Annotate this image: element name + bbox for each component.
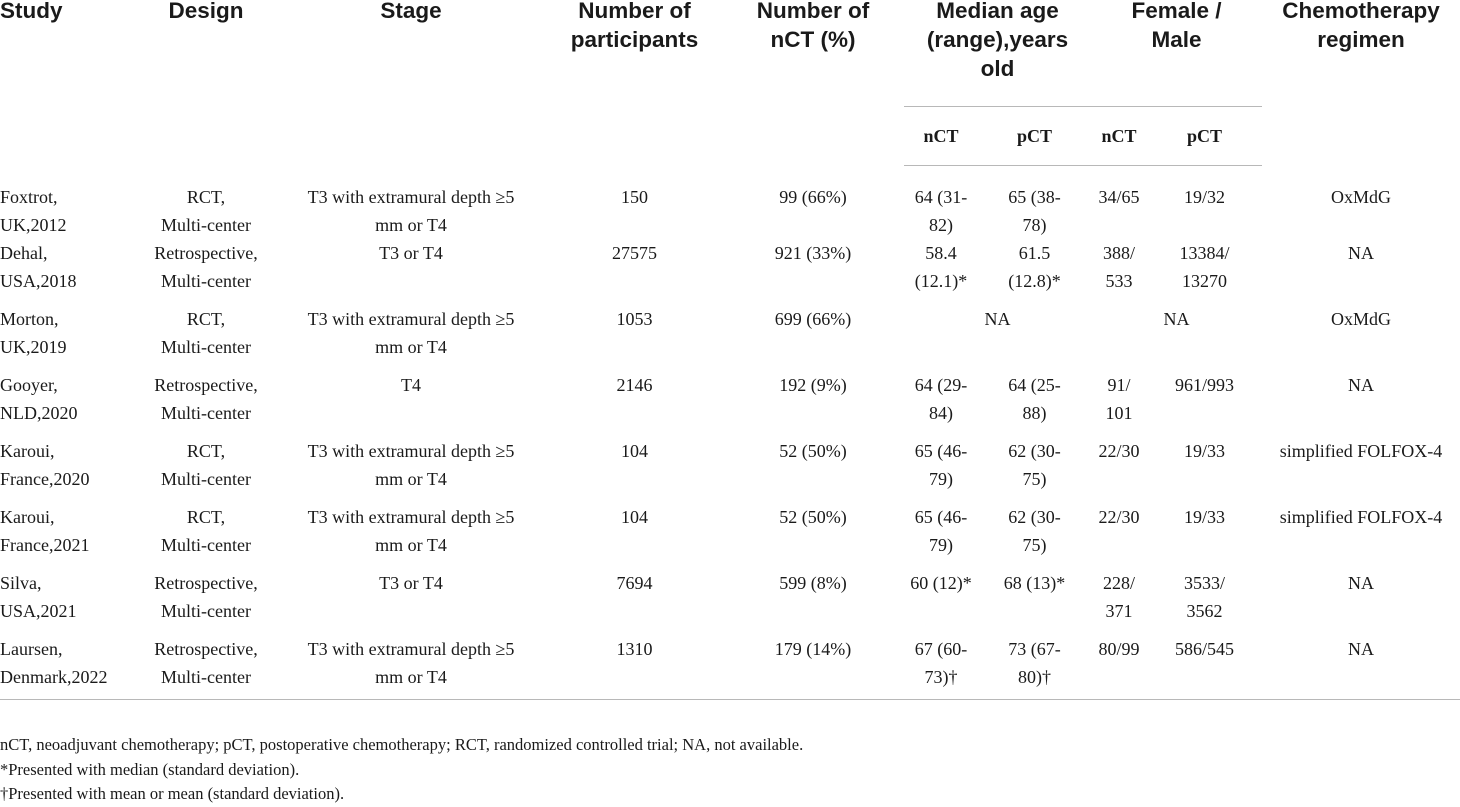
header-nct (722, 0, 904, 166)
cell-study (0, 166, 137, 240)
cell-line: Retrospective, (154, 573, 258, 593)
cell-line: T3 or T4 (379, 243, 443, 263)
cell-regimen: NA (1348, 375, 1375, 395)
cell-line: Multi-center (161, 271, 251, 291)
cell-line: T3 with extramural depth ≥5 (307, 507, 515, 527)
cell-line: 64 (25- (1008, 375, 1061, 395)
table-row (0, 569, 1460, 635)
cell-study (0, 635, 137, 700)
cell-line: RCT, (186, 441, 226, 461)
cell-line: Foxtrot, (0, 186, 58, 207)
header-stage-label: Stage (380, 0, 442, 23)
cell-stage (275, 305, 547, 371)
cell-line: mm or T4 (375, 214, 447, 235)
cell-line: 34/65 (1098, 187, 1140, 207)
cell-line: 961/993 (1175, 375, 1235, 395)
cell-design (137, 305, 275, 371)
cell-line: 73 (67- (1008, 639, 1061, 659)
cell-line: 58.4 (925, 243, 957, 263)
cell-line: 75) (1022, 535, 1047, 555)
cell-participants: 27575 (612, 243, 657, 263)
header-sex-line: Female / (1131, 0, 1222, 23)
cell-line: Laursen, (0, 639, 63, 659)
table-row (0, 305, 1460, 371)
cell-line: T3 or T4 (379, 573, 443, 593)
cell-study (0, 569, 137, 635)
header-study (0, 0, 137, 166)
cell-design (137, 371, 275, 437)
subheader-age-pct: pCT (978, 107, 1091, 166)
cell-line: RCT, (186, 186, 226, 207)
subheader-age-nct: nCT (904, 107, 978, 166)
cell-line: Multi-center (161, 469, 251, 489)
cell-line: 61.5 (1018, 243, 1051, 263)
cell-line: Multi-center (161, 601, 251, 621)
header-age-line: old (980, 56, 1015, 81)
header-sex-line: Male (1151, 27, 1202, 52)
cell-participants: 104 (621, 507, 648, 527)
cell-age-merged: NA (984, 309, 1011, 329)
cell-line: USA,2021 (0, 601, 77, 621)
cell-line: RCT, (186, 507, 226, 527)
cell-stage (275, 569, 547, 635)
cell-stage (275, 371, 547, 437)
cell-line: France,2020 (0, 469, 90, 489)
header-age-line: (range),years (926, 27, 1069, 52)
cell-stage (275, 239, 547, 305)
cell-nct: 179 (14%) (722, 635, 904, 700)
table-row (0, 437, 1460, 503)
subheader-sex-pct: pCT (1147, 107, 1262, 166)
cell-line: 533 (1105, 271, 1133, 291)
cell-line: 68 (13)* (1003, 573, 1066, 593)
cell-nct: 192 (9%) (779, 375, 847, 395)
cell-line: 65 (46- (914, 507, 968, 527)
header-sex (1091, 0, 1262, 107)
cell-line: Dehal, (0, 243, 48, 263)
cell-line: 88) (1022, 403, 1047, 423)
cell-line: 3562 (1186, 601, 1223, 621)
cell-line: Silva, (0, 573, 42, 593)
cell-line: Karoui, (0, 441, 55, 461)
header-regimen-line: regimen (1317, 27, 1405, 52)
cell-nct: 921 (33%) (774, 243, 852, 263)
cell-sex-pct (1147, 371, 1262, 437)
table-body (0, 166, 1460, 700)
cell-regimen: simplified FOLFOX-4 (1279, 441, 1443, 461)
header-design-label: Design (168, 0, 244, 23)
cell-study (0, 503, 137, 569)
cell-line: Multi-center (161, 337, 251, 357)
cell-line: 78) (1022, 215, 1047, 235)
cell-line: UK,2012 (0, 214, 67, 235)
cell-participants: 7694 (616, 573, 653, 593)
header-age (904, 0, 1091, 107)
cell-line: Multi-center (161, 535, 251, 555)
header-participants (547, 0, 722, 166)
cell-line: 371 (1105, 601, 1133, 621)
cell-sex-pct (1147, 569, 1262, 635)
cell-nct: 52 (50%) (779, 507, 847, 527)
cell-sex-nct (1091, 239, 1147, 305)
cell-line: 101 (1105, 403, 1133, 423)
cell-sex-merged: NA (1163, 309, 1190, 329)
header-study-label: Study (0, 0, 63, 23)
footnote-median: *Presented with median (standard deviation). (0, 759, 300, 779)
table-row (0, 635, 1460, 700)
table-row (0, 503, 1460, 569)
cell-study (0, 371, 137, 437)
cell-stage (275, 166, 547, 240)
cell-line: 80)† (1018, 667, 1051, 687)
cell-line: 64 (31- (914, 187, 968, 207)
cell-sex-pct (1147, 635, 1262, 700)
cell-sex-nct (1091, 166, 1147, 240)
cell-design (137, 503, 275, 569)
cell-line: 62 (30- (1008, 507, 1061, 527)
cell-line: 67 (60- (914, 639, 968, 659)
cell-line: UK,2019 (0, 337, 67, 357)
cell-participants: 104 (621, 441, 648, 461)
cell-line: 64 (29- (914, 375, 968, 395)
subheader-sex-nct: nCT (1091, 107, 1147, 166)
cell-line: Gooyer, (0, 375, 58, 395)
cell-sex-pct (1147, 437, 1262, 503)
table-footnotes (0, 733, 803, 807)
footnote-mean: †Presented with mean or mean (standard deviation). (0, 784, 345, 803)
header-nct-line: nCT (%) (770, 27, 856, 52)
header-participants-line: participants (570, 27, 699, 52)
cell-line: Retrospective, (154, 375, 258, 395)
cell-age-pct (978, 239, 1091, 305)
cell-sex-nct (1091, 569, 1147, 635)
cell-regimen: NA (1348, 243, 1375, 263)
cell-sex-nct (1091, 635, 1147, 700)
cell-line: (12.1)* (914, 271, 968, 291)
cell-nct: 99 (66%) (779, 186, 847, 207)
cell-line: 22/30 (1098, 441, 1140, 461)
cell-line: USA,2018 (0, 271, 77, 291)
cell-nct: 699 (66%) (774, 309, 852, 329)
cell-age-nct (904, 239, 978, 305)
cell-line: 65 (46- (914, 441, 968, 461)
cell-age-pct (978, 503, 1091, 569)
cell-regimen: NA (1348, 573, 1375, 593)
cell-nct: 52 (50%) (779, 441, 847, 461)
cell-line: 3533/ (1184, 573, 1226, 593)
cell-design (137, 569, 275, 635)
cell-participants: 1310 (547, 635, 722, 700)
cell-line: T3 with extramural depth ≥5 (307, 309, 515, 329)
cell-line: 84) (929, 403, 953, 423)
cell-line: T3 with extramural depth ≥5 (307, 639, 515, 659)
table-row (0, 166, 1460, 240)
cell-line: T3 with extramural depth ≥5 (307, 186, 515, 207)
cell-stage (275, 437, 547, 503)
cell-age-nct (904, 437, 978, 503)
cell-line: 228/ (1103, 573, 1136, 593)
cell-line: Morton, (0, 309, 59, 329)
cell-stage (275, 503, 547, 569)
cell-sex-nct (1091, 503, 1147, 569)
cell-line: T3 with extramural depth ≥5 (307, 441, 515, 461)
cell-sex-pct (1147, 166, 1262, 240)
cell-regimen: NA (1262, 635, 1460, 700)
cell-line: 19/33 (1184, 507, 1226, 527)
cell-stage (275, 635, 547, 700)
cell-design (137, 166, 275, 240)
cell-line: 62 (30- (1008, 441, 1061, 461)
cell-nct: 599 (8%) (779, 573, 847, 593)
cell-line: T4 (401, 375, 421, 395)
cell-age-pct (978, 635, 1091, 700)
cell-sex-pct (1147, 503, 1262, 569)
header-design (137, 0, 275, 166)
cell-line: RCT, (186, 309, 226, 329)
cell-regimen: OxMdG (1331, 186, 1392, 207)
cell-line: (12.8)* (1008, 271, 1061, 291)
cell-age-pct (978, 371, 1091, 437)
header-nct-line: Number of (756, 0, 870, 23)
cell-line: mm or T4 (375, 535, 447, 555)
cell-participants: 2146 (616, 375, 653, 395)
cell-sex-pct (1147, 239, 1262, 305)
cell-design (137, 239, 275, 305)
cell-line: 22/30 (1098, 507, 1140, 527)
cell-age-pct (978, 569, 1091, 635)
cell-line: Karoui, (0, 507, 55, 527)
cell-age-nct (904, 569, 978, 635)
cell-participants: 1053 (616, 309, 653, 329)
cell-line: 13270 (1182, 271, 1228, 291)
cell-line: 73)† (924, 667, 958, 687)
header-regimen-line: Chemotherapy (1282, 0, 1440, 23)
header-stage (275, 0, 547, 166)
header-participants-line: Number of (578, 0, 691, 23)
cell-line: 19/33 (1184, 441, 1226, 461)
cell-age-nct (904, 635, 978, 700)
cell-study (0, 437, 137, 503)
cell-age-nct (904, 503, 978, 569)
cell-line: mm or T4 (375, 667, 447, 687)
cell-line: 388/ (1103, 243, 1136, 263)
header-regimen (1262, 0, 1460, 166)
table-row (0, 371, 1460, 437)
cell-line: 19/32 (1184, 187, 1226, 207)
cell-line: 586/545 (1175, 639, 1235, 659)
cell-line: 82) (929, 215, 953, 235)
footnote-abbreviations: nCT, neoadjuvant chemotherapy; pCT, postoperative chemotherapy; RCT, randomized controlled trial; NA, not available. (0, 735, 804, 754)
cell-line: Retrospective, (154, 243, 258, 263)
cell-line: 91/ (1107, 375, 1131, 395)
cell-regimen: simplified FOLFOX-4 (1279, 507, 1443, 527)
cell-line: 60 (12)* (910, 573, 972, 593)
cell-line: Multi-center (161, 214, 251, 235)
cell-line: 80/99 (1098, 639, 1140, 659)
cell-age-nct (904, 371, 978, 437)
cell-line: mm or T4 (375, 469, 447, 489)
cell-design (137, 437, 275, 503)
cell-line: 65 (38- (1008, 187, 1061, 207)
cell-sex-nct (1091, 371, 1147, 437)
cell-line: 75) (1022, 469, 1047, 489)
cell-line: Denmark,2022 (0, 667, 108, 687)
cell-line: mm or T4 (375, 337, 447, 357)
cell-line: Multi-center (161, 667, 251, 687)
cell-age-nct (904, 166, 978, 240)
cell-design (137, 635, 275, 700)
cell-line: 79) (929, 535, 953, 555)
cell-study (0, 239, 137, 305)
header-age-line: Median age (936, 0, 1059, 23)
cell-line: France,2021 (0, 535, 90, 555)
table-row (0, 239, 1460, 305)
cell-line: NLD,2020 (0, 403, 78, 423)
cell-age-pct (978, 166, 1091, 240)
cell-line: Multi-center (161, 403, 251, 423)
cell-line: 13384/ (1179, 243, 1230, 263)
cell-regimen: OxMdG (1331, 309, 1392, 329)
cell-line: Retrospective, (154, 639, 258, 659)
cell-age-pct (978, 437, 1091, 503)
cell-line: 79) (929, 469, 953, 489)
table-header (0, 0, 1460, 166)
cell-study (0, 305, 137, 371)
cell-sex-nct (1091, 437, 1147, 503)
cell-participants: 150 (621, 186, 648, 207)
